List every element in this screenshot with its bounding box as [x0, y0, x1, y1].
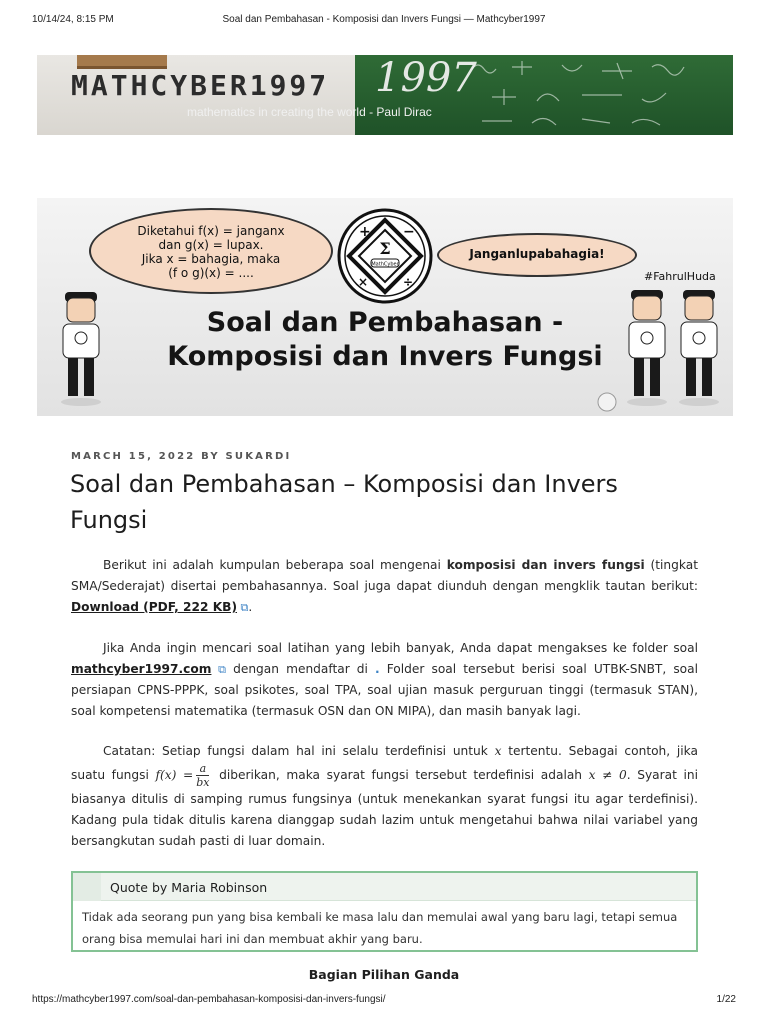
speech-bubble-right: [437, 233, 637, 277]
bubble-line: dan g(x) = lupax.: [158, 238, 264, 252]
folder-paragraph: [71, 638, 698, 722]
featured-title-line: Soal dan Pembahasan -: [206, 307, 564, 338]
math-variable: x: [494, 744, 502, 758]
text-span: Catatan: Setiap fungsi dalam hal ini selalu terdefinisi untuk: [103, 744, 495, 758]
board-year: 1997: [375, 55, 477, 101]
post-meta: MARCH 15, 2022 BY SUKARDI: [71, 451, 292, 462]
cartoon-character-right-2: [673, 288, 725, 408]
speech-bubble-left: [89, 208, 333, 294]
text-span: .: [248, 600, 253, 614]
math-function: f(x) =: [155, 768, 194, 782]
bubble-line: Jika x = bahagia, maka: [141, 252, 281, 266]
quote-text: Tidak ada seorang pun yang bisa kembali ke masa lalu dan memulai awal yang baru lagi, tetapi semua orang bisa memulai hari ini dan membuat akhir yang baru.: [82, 910, 678, 946]
site-title[interactable]: MATHCYBER1997: [71, 69, 330, 102]
bold-text: komposisi dan invers fungsi: [446, 558, 645, 572]
ball-icon: [595, 392, 619, 412]
quote-header: [73, 873, 696, 901]
text-span: Berikut ini adalah kumpulan beberapa soal mengenai: [103, 558, 447, 572]
quote-title: Quote by Maria Robinson: [110, 880, 268, 895]
svg-text:×: ×: [358, 275, 369, 289]
print-page-number: 1/22: [716, 994, 736, 1005]
site-header-banner: [37, 55, 733, 135]
speech-bubble-left-text: [91, 224, 331, 280]
hashtag: #FahrulHuda: [644, 270, 716, 283]
math-fraction: [196, 762, 209, 789]
fraction-denominator: bx: [196, 776, 210, 789]
external-link-icon[interactable]: ⧉: [211, 663, 227, 676]
print-page-title: Soal dan Pembahasan - Komposisi dan Invers Fungsi — Mathcyber1997: [222, 14, 546, 25]
register-link[interactable]: .: [375, 662, 380, 676]
cartoon-character-right-1: [621, 288, 673, 408]
text-span: diberikan, maka syarat fungsi tersebut terdefinisi adalah: [212, 768, 589, 782]
post-title: Soal dan Pembahasan – Komposisi dan Invers Fungsi: [70, 470, 618, 534]
mathcyber-link[interactable]: mathcyber1997.com: [71, 662, 212, 676]
quote-accent: [73, 873, 101, 901]
svg-text:−: −: [403, 224, 415, 240]
text-span: Folder soal tersebut berisi soal UTBK-SNBT, soal persiapan CPNS-PPPK, soal psikotes, soal TPA, soal ujian masuk perguruan tinggi (termasuk STAN), soal kompetensi matematika (termasuk OSN dan ON MIPA), dan masih banyak lagi.: [71, 662, 698, 718]
print-footer: [0, 994, 768, 1010]
text-span: dengan mendaftar di: [226, 662, 375, 676]
print-url: https://mathcyber1997.com/soal-dan-pembahasan-komposisi-dan-invers-fungsi/: [32, 994, 386, 1005]
section-heading: Bagian Pilihan Ganda: [308, 967, 460, 982]
svg-text:+: +: [359, 224, 371, 240]
print-header: [0, 14, 768, 30]
cartoon-character-left: [53, 290, 109, 408]
note-paragraph: [71, 741, 698, 852]
speech-bubble-right-text: Janganlupabahagia!: [469, 247, 605, 261]
featured-image: [37, 198, 733, 416]
text-span: tertentu. Sebagai contoh, jika suatu fungsi: [71, 744, 698, 782]
print-datetime: 10/14/24, 8:15 PM: [32, 14, 114, 25]
featured-title-line: Komposisi dan Invers Fungsi: [167, 341, 603, 372]
bubble-line: (f o g)(x) = ....: [168, 266, 254, 280]
external-link-icon[interactable]: ⧉: [237, 601, 249, 614]
fraction-numerator: a: [196, 762, 209, 776]
featured-title: [125, 306, 645, 374]
bubble-line: Diketahui f(x) = janganx: [137, 224, 285, 238]
download-pdf-link[interactable]: Download (PDF, 222 KB): [71, 600, 238, 614]
header-decoration: [77, 55, 167, 69]
text-span: (tingkat SMA/Sederajat) disertai pembahasannya. Soal juga dapat diunduh dengan mengklik tautan berikut:: [71, 558, 698, 593]
emblem-label: MathCyber: [371, 261, 399, 268]
math-condition: x ≠ 0: [588, 768, 627, 782]
intro-paragraph: [71, 555, 698, 618]
text-span: Jika Anda ingin mencari soal latihan yang lebih banyak, Anda dapat mengakses ke folder soal: [103, 641, 698, 655]
svg-text:÷: ÷: [403, 275, 414, 289]
text-span: . Syarat ini biasanya ditulis di samping rumus fungsinya (untuk menekankan syarat fungsi itu agar terdefinisi). Kadang pula tidak ditulis karena dianggap sudah lazim untuk mengetahui bahwa nilai variabel yang bersangkutan sudah pasti di luar domain.: [71, 768, 699, 848]
site-tagline: mathematics in creating the world - Paul Dirac: [187, 105, 432, 119]
quote-box: [71, 871, 698, 952]
mathcyber-emblem-icon: [335, 206, 435, 306]
svg-text:Σ: Σ: [379, 239, 391, 258]
